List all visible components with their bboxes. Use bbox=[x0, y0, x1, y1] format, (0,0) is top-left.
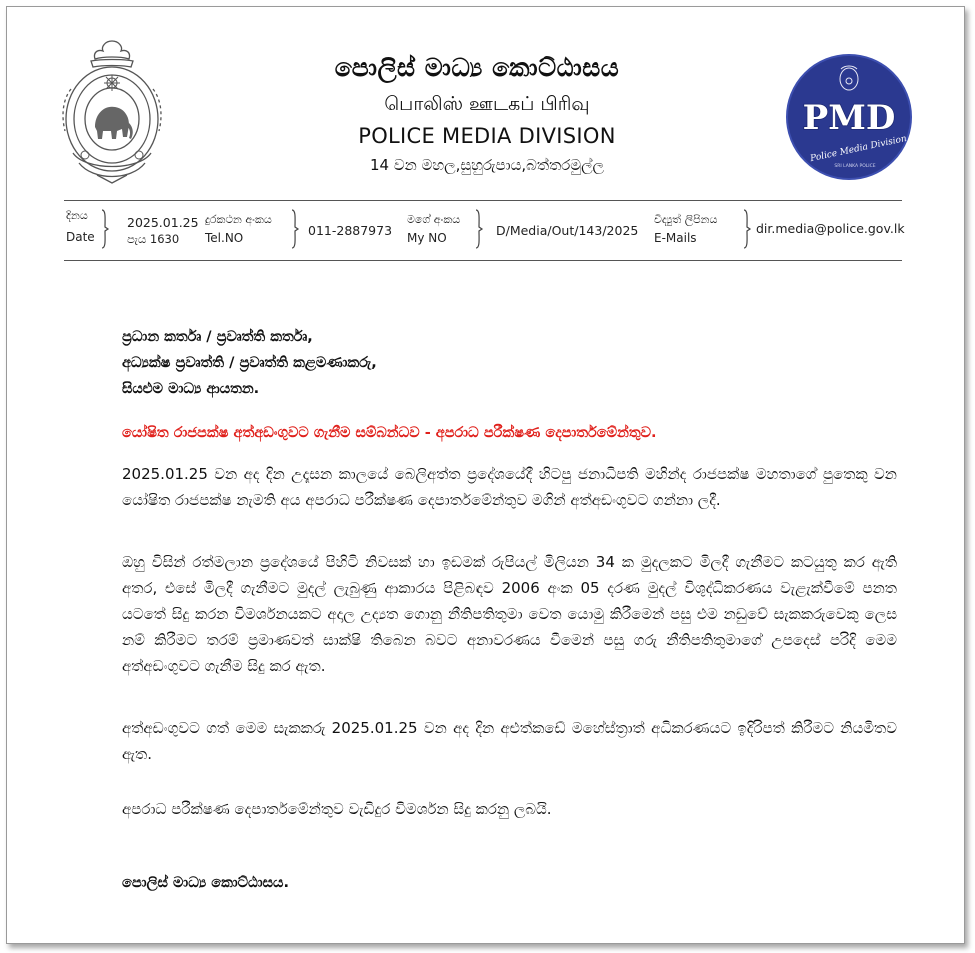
title-english: POLICE MEDIA DIVISION bbox=[358, 124, 616, 148]
tel-label: දුරකථන අංකය Tel.NO bbox=[205, 213, 272, 245]
paragraph-1: 2025.01.25 වන අද දින උදෑසන කාලයේ බෙලිඅත්ත ප්‍රදේශයේදී හිටපු ජනාධිපති මහින්ද රාජපක්ෂ මහතාගේ පුතෙකු වන යෝෂිත රාජපක්ෂ නැමති අය අපරාධ පරීක්ෂණ දෙපාර්තමේන්තුව මගින් අත්අඩංගුවට ගන්නා ලදී. bbox=[122, 465, 897, 509]
paragraph-2: ඔහු විසින් රත්මලාන ප්‍රදේශයේ පිහිටි නිවසක් හා ඉඩමක් රුපියල් මිලියන 34 ක මුදලකට මිලදී ගැනීමට කටයුතු කර ඇති අතර, එසේ මිලදී ගැනීමට මුදල් ලැබුණු ආකාරය පිළිබඳව 2006 අංක 05 දරණ මුදල් විශුද්ධිකරණය වැළැක්වීමේ පනත යටතේ සිදු කරන විමර්ශනයකට අදාල උද්‍යත ගොනු නීතිපතිතුමා වෙත යොමු කිරීමෙන් පසු එම නඩුවේ සැකකරුවෙකු ලෙස නම් කිරීමට තරම් ප්‍රමාණවත් සාක්ෂි තිබෙන බවට අනාවරණය වීමෙන් පසු ගරු නීතිපතිතුමාගේ උපදෙස් පරිදි මෙම අත්අඩංගුවට ගැනීම සිදු කර ඇත. bbox=[122, 553, 897, 675]
pmd-subcaption: SRI LANKA POLICE bbox=[834, 164, 876, 169]
paragraph-3: අත්අඩංගුවට ගත් මෙම සැකකරු 2025.01.25 වන අද දින අළුත්කඩේ මහේස්ත්‍රාත් අධිකරණයට ඉදිරිපත් කිරීමට නියමිතව ඇත. bbox=[122, 719, 897, 763]
addressee-line: අධ්‍යක්ෂ ප්‍රවෘත්ති / ප්‍රවෘත්ති කළමණාකරු, bbox=[122, 355, 377, 371]
reference-info-row bbox=[64, 207, 905, 255]
header-rule-top bbox=[64, 200, 902, 201]
address: 14 වන මහල,සුහුරුපාය,බත්තරමුල්ල bbox=[370, 156, 604, 174]
title-tamil: பொலிஸ் ஊடகப் பிரிவு bbox=[384, 93, 590, 115]
addressee-block bbox=[122, 324, 897, 402]
police-emblem-icon bbox=[57, 35, 167, 187]
letter-page bbox=[6, 6, 965, 944]
letterhead bbox=[237, 53, 737, 174]
date-label: දිනය Date bbox=[66, 209, 95, 244]
paragraph-4: අපරාධ පරීක්ෂණ දෙපාර්තමේන්තුව වැඩිදුර විමර්ශන සිදු කරනු ලබයි. bbox=[122, 800, 552, 818]
email-value: dir.media@police.gov.lk bbox=[756, 221, 905, 236]
tel-value: 011-2887973 bbox=[308, 223, 393, 238]
addressee-line: සියළුම මාධ්‍ය ආයතන. bbox=[122, 381, 260, 397]
subject-line: යෝෂිත රාජපක්ෂ අත්අඩංගුවට ගැනීම සම්බන්ධව - අපරාධ පරීක්ෂණ දෙපාර්තමේන්තුව. bbox=[122, 425, 657, 441]
header-rule-bottom bbox=[64, 260, 902, 261]
signature: පොලිස් මාධ්‍ය කොට්ඨාසය. bbox=[122, 875, 289, 891]
email-label: විද්‍යුත් ලිපිනය E-Mails bbox=[654, 213, 718, 245]
pmd-letters: PMD bbox=[802, 98, 896, 138]
title-sinhala: පොලිස් මාධ්‍ය කොට්ඨාසය bbox=[334, 53, 620, 82]
myno-value: D/Media/Out/143/2025 bbox=[496, 223, 639, 238]
pmd-caption: Police Media Division bbox=[809, 133, 908, 165]
addressee-line: ප්‍රධාන කර්තෘ / ප්‍රවෘත්ති කර්තෘ, bbox=[122, 329, 313, 345]
myno-label: මගේ අංකය My NO bbox=[407, 213, 461, 245]
date-value: 2025.01.25 පැය 1630 bbox=[127, 215, 199, 246]
pmd-logo-icon bbox=[783, 51, 915, 183]
